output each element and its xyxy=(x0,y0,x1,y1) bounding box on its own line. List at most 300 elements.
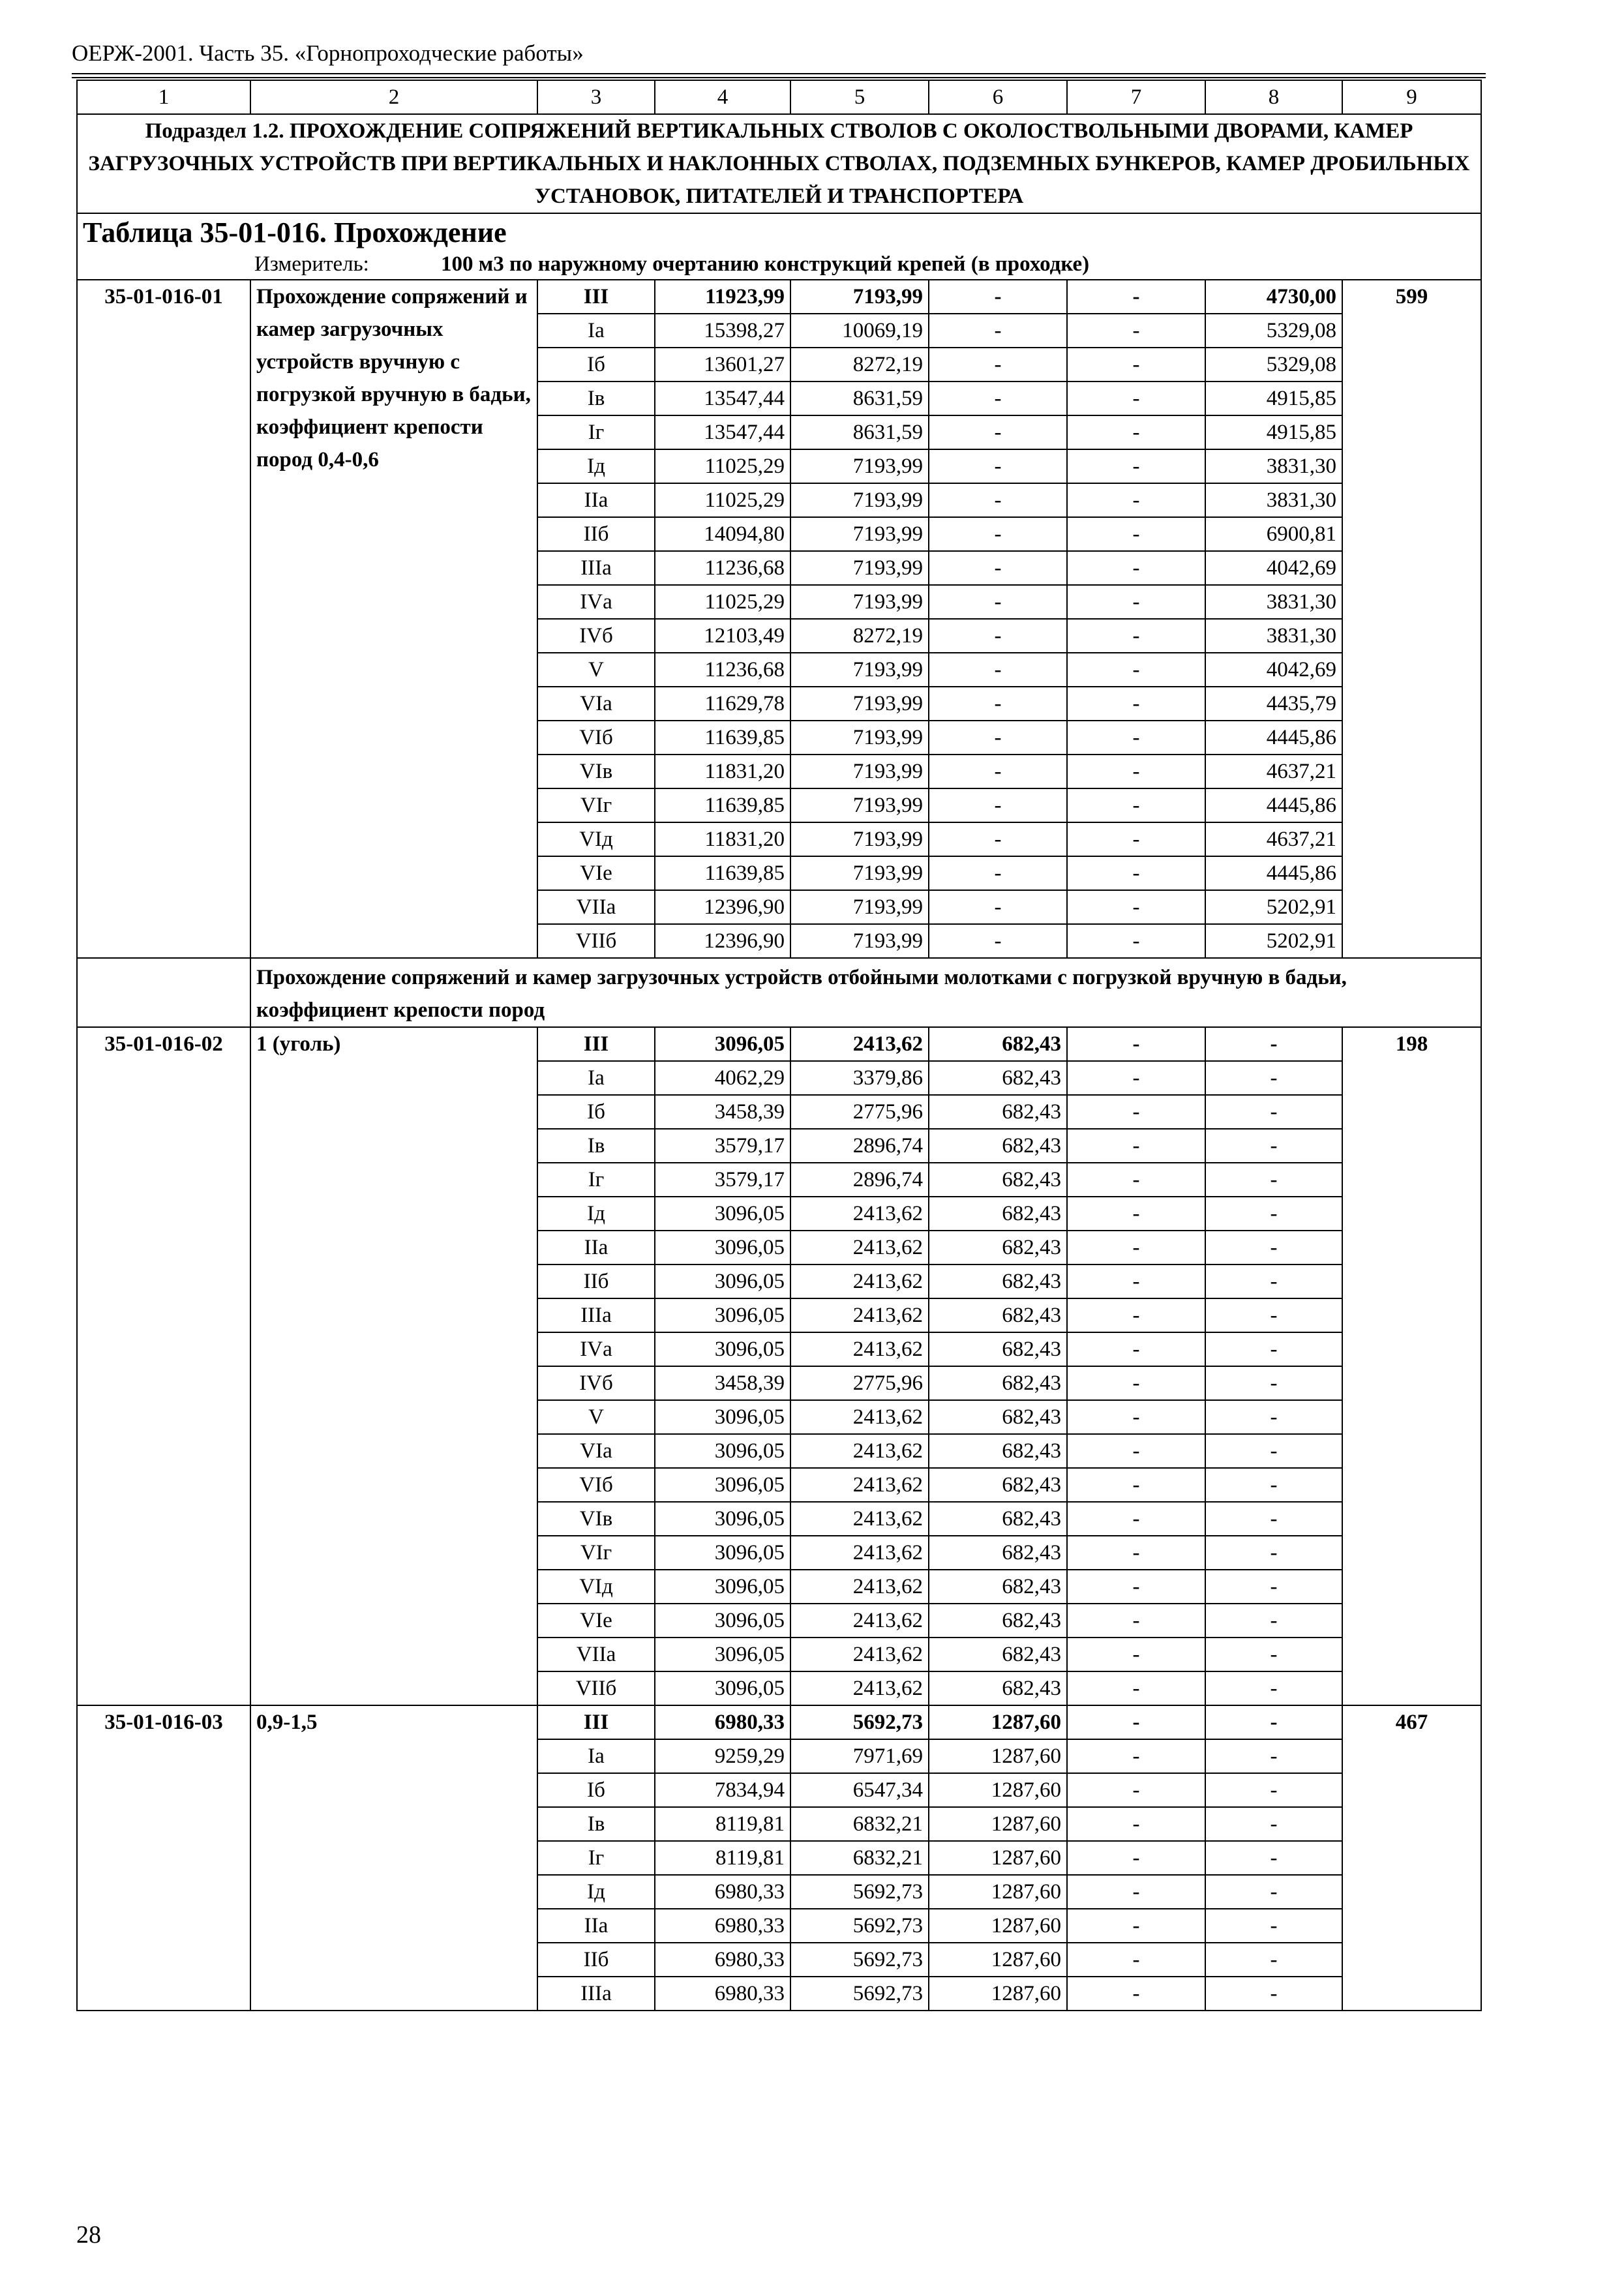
value-cell: - xyxy=(1067,1502,1205,1536)
material-code: 599 xyxy=(1342,280,1481,958)
value-cell: 682,43 xyxy=(929,1264,1067,1298)
zone-cell: VIе xyxy=(537,856,655,890)
zone-cell: IVа xyxy=(537,585,655,619)
value-cell: 1287,60 xyxy=(929,1705,1067,1739)
value-cell: - xyxy=(1205,1434,1342,1468)
value-cell: 1287,60 xyxy=(929,1773,1067,1807)
value-cell: 7193,99 xyxy=(790,449,929,483)
value-cell: - xyxy=(1205,1807,1342,1841)
value-cell: - xyxy=(929,755,1067,788)
value-cell: - xyxy=(1067,1400,1205,1434)
value-cell: 5329,08 xyxy=(1205,348,1342,382)
unit-value: 100 м3 по наружному очертанию конструкций крепей (в проходке) xyxy=(441,252,1090,276)
value-cell: 4062,29 xyxy=(655,1061,790,1095)
zone-cell: IIа xyxy=(537,483,655,517)
value-cell: 682,43 xyxy=(929,1502,1067,1536)
value-cell: 3096,05 xyxy=(655,1264,790,1298)
zone-cell: Iг xyxy=(537,1163,655,1197)
value-cell: - xyxy=(1067,1671,1205,1705)
norm-code: 35-01-016-02 xyxy=(77,1027,250,1705)
value-cell: 6980,33 xyxy=(655,1909,790,1943)
value-cell: - xyxy=(1067,1366,1205,1400)
value-cell: - xyxy=(1067,483,1205,517)
column-number-row xyxy=(77,80,1481,114)
value-cell: - xyxy=(1067,1027,1205,1061)
value-cell: 7193,99 xyxy=(790,721,929,755)
value-cell: - xyxy=(929,314,1067,348)
value-cell: 11831,20 xyxy=(655,755,790,788)
value-cell: 3096,05 xyxy=(655,1298,790,1332)
value-cell: 12103,49 xyxy=(655,619,790,653)
unit-line xyxy=(80,252,1478,279)
value-cell: - xyxy=(1205,1875,1342,1909)
value-cell: 682,43 xyxy=(929,1400,1067,1434)
table-row xyxy=(77,280,1481,314)
value-cell: 3096,05 xyxy=(655,1536,790,1570)
value-cell: 7193,99 xyxy=(790,585,929,619)
value-cell: 13547,44 xyxy=(655,415,790,449)
value-cell: - xyxy=(1067,788,1205,822)
column-number: 4 xyxy=(655,80,790,114)
value-cell: 7193,99 xyxy=(790,551,929,585)
value-cell: 11025,29 xyxy=(655,449,790,483)
value-cell: 1287,60 xyxy=(929,1943,1067,1977)
column-number: 5 xyxy=(790,80,929,114)
value-cell: - xyxy=(929,449,1067,483)
value-cell: 10069,19 xyxy=(790,314,929,348)
value-cell: 11025,29 xyxy=(655,585,790,619)
value-cell: - xyxy=(1067,280,1205,314)
value-cell: - xyxy=(1205,1231,1342,1264)
value-cell: - xyxy=(929,653,1067,687)
zone-cell: VIв xyxy=(537,1502,655,1536)
value-cell: 7193,99 xyxy=(790,822,929,856)
value-cell: - xyxy=(1067,924,1205,958)
zone-cell: Iд xyxy=(537,449,655,483)
zone-cell: Iв xyxy=(537,1129,655,1163)
value-cell: - xyxy=(1205,1536,1342,1570)
value-cell: - xyxy=(1205,1061,1342,1095)
value-cell: 4915,85 xyxy=(1205,382,1342,415)
value-cell: 3458,39 xyxy=(655,1366,790,1400)
value-cell: 6980,33 xyxy=(655,1943,790,1977)
value-cell: 8272,19 xyxy=(790,348,929,382)
zone-cell: Iг xyxy=(537,415,655,449)
value-cell: - xyxy=(1067,822,1205,856)
value-cell: - xyxy=(1067,1163,1205,1197)
value-cell: - xyxy=(1205,1739,1342,1773)
zone-cell: III xyxy=(537,280,655,314)
value-cell: 3379,86 xyxy=(790,1061,929,1095)
value-cell: - xyxy=(929,585,1067,619)
value-cell: 3831,30 xyxy=(1205,619,1342,653)
value-cell: - xyxy=(929,890,1067,924)
value-cell: - xyxy=(929,483,1067,517)
value-cell: - xyxy=(1067,1638,1205,1671)
value-cell: - xyxy=(1067,551,1205,585)
zone-cell: IVб xyxy=(537,619,655,653)
value-cell: 3096,05 xyxy=(655,1502,790,1536)
value-cell: - xyxy=(1205,1705,1342,1739)
value-cell: 2413,62 xyxy=(790,1197,929,1231)
value-cell: 7834,94 xyxy=(655,1773,790,1807)
value-cell: - xyxy=(1067,1909,1205,1943)
value-cell: - xyxy=(1067,1231,1205,1264)
subheading: Прохождение сопряжений и камер загрузочных устройств отбойными молотками с погрузкой вручную в бадьи, коэффициент крепости пород xyxy=(250,958,1481,1027)
page-number: 28 xyxy=(76,2221,101,2249)
value-cell: 1287,60 xyxy=(929,1909,1067,1943)
value-cell: 682,43 xyxy=(929,1163,1067,1197)
zone-cell: VIа xyxy=(537,687,655,721)
value-cell: 3831,30 xyxy=(1205,449,1342,483)
zone-cell: IVа xyxy=(537,1332,655,1366)
value-cell: - xyxy=(1067,585,1205,619)
zone-cell: VIIб xyxy=(537,924,655,958)
value-cell: - xyxy=(1067,1129,1205,1163)
value-cell: 682,43 xyxy=(929,1027,1067,1061)
value-cell: - xyxy=(1067,1773,1205,1807)
value-cell: 6980,33 xyxy=(655,1705,790,1739)
zone-cell: VIв xyxy=(537,755,655,788)
value-cell: 11639,85 xyxy=(655,788,790,822)
value-cell: 5329,08 xyxy=(1205,314,1342,348)
value-cell: 11923,99 xyxy=(655,280,790,314)
value-cell: 6832,21 xyxy=(790,1841,929,1875)
value-cell: - xyxy=(1067,1264,1205,1298)
section-title: Подраздел 1.2. ПРОХОЖДЕНИЕ СОПРЯЖЕНИЙ ВЕРТИКАЛЬНЫХ СТВОЛОВ С ОКОЛОСТВОЛЬНЫМИ ДВОРАМИ, КАМЕР ЗАГРУЗОЧНЫХ УСТРОЙСТВ ПРИ ВЕРТИКАЛЬНЫХ И НАКЛОННЫХ СТВОЛАХ, ПОДЗЕМНЫХ БУНКЕРОВ, КАМЕР ДРОБИЛЬНЫХ УСТАНОВОК, ПИТАТЕЛЕЙ И ТРАНСПОРТЕРА xyxy=(77,114,1481,213)
value-cell: - xyxy=(1067,1604,1205,1638)
zone-cell: IIб xyxy=(537,1943,655,1977)
value-cell: 682,43 xyxy=(929,1298,1067,1332)
zone-cell: VIд xyxy=(537,1570,655,1604)
value-cell: 682,43 xyxy=(929,1197,1067,1231)
subheading-row xyxy=(77,958,1481,1027)
zone-cell: Iд xyxy=(537,1197,655,1231)
zone-cell: IIIа xyxy=(537,1298,655,1332)
value-cell: 4435,79 xyxy=(1205,687,1342,721)
value-cell: 7971,69 xyxy=(790,1739,929,1773)
material-code: 198 xyxy=(1342,1027,1481,1705)
value-cell: 7193,99 xyxy=(790,755,929,788)
value-cell: 682,43 xyxy=(929,1434,1067,1468)
value-cell: - xyxy=(1205,1468,1342,1502)
header-rule-top xyxy=(72,73,1486,74)
value-cell: 6900,81 xyxy=(1205,517,1342,551)
header-rule-bottom xyxy=(72,77,1486,78)
value-cell: 7193,99 xyxy=(790,483,929,517)
value-cell: 5692,73 xyxy=(790,1909,929,1943)
value-cell: - xyxy=(1205,1332,1342,1366)
zone-cell: Iа xyxy=(537,314,655,348)
norm-description: 1 (уголь) xyxy=(250,1027,537,1705)
column-number: 2 xyxy=(250,80,537,114)
table-title: Таблица 35-01-016. Прохождение xyxy=(83,217,507,248)
value-cell: 14094,80 xyxy=(655,517,790,551)
value-cell: - xyxy=(1067,314,1205,348)
value-cell: 682,43 xyxy=(929,1332,1067,1366)
value-cell: 4637,21 xyxy=(1205,822,1342,856)
value-cell: 7193,99 xyxy=(790,653,929,687)
value-cell: - xyxy=(929,382,1067,415)
value-cell: 4445,86 xyxy=(1205,856,1342,890)
value-cell: 2413,62 xyxy=(790,1502,929,1536)
value-cell: 3579,17 xyxy=(655,1129,790,1163)
value-cell: 5692,73 xyxy=(790,1943,929,1977)
value-cell: 2413,62 xyxy=(790,1231,929,1264)
value-cell: 2413,62 xyxy=(790,1298,929,1332)
value-cell: 2896,74 xyxy=(790,1129,929,1163)
value-cell: - xyxy=(1067,1536,1205,1570)
table-title-row xyxy=(77,213,1481,280)
zone-cell: IIб xyxy=(537,1264,655,1298)
zone-cell: V xyxy=(537,1400,655,1434)
material-code: 467 xyxy=(1342,1705,1481,2011)
value-cell: 682,43 xyxy=(929,1671,1067,1705)
norm-code: 35-01-016-03 xyxy=(77,1705,250,2011)
value-cell: 682,43 xyxy=(929,1366,1067,1400)
value-cell: 11629,78 xyxy=(655,687,790,721)
value-cell: - xyxy=(1067,1977,1205,2011)
value-cell: 3096,05 xyxy=(655,1027,790,1061)
value-cell: 8631,59 xyxy=(790,382,929,415)
zone-cell: Iа xyxy=(537,1739,655,1773)
value-cell: - xyxy=(1067,1434,1205,1468)
value-cell: - xyxy=(1205,1197,1342,1231)
value-cell: - xyxy=(1205,1773,1342,1807)
zone-cell: VIг xyxy=(537,788,655,822)
value-cell: - xyxy=(1067,856,1205,890)
zone-cell: VIе xyxy=(537,1604,655,1638)
value-cell: - xyxy=(1205,1163,1342,1197)
column-number: 3 xyxy=(537,80,655,114)
value-cell: - xyxy=(1205,1129,1342,1163)
zone-cell: Iг xyxy=(537,1841,655,1875)
value-cell: 7193,99 xyxy=(790,788,929,822)
value-cell: - xyxy=(929,721,1067,755)
column-number: 9 xyxy=(1342,80,1481,114)
value-cell: - xyxy=(1205,1841,1342,1875)
value-cell: - xyxy=(929,551,1067,585)
value-cell: 2413,62 xyxy=(790,1536,929,1570)
value-cell: - xyxy=(1067,1807,1205,1841)
value-cell: 7193,99 xyxy=(790,517,929,551)
zone-cell: III xyxy=(537,1027,655,1061)
value-cell: 2775,96 xyxy=(790,1095,929,1129)
value-cell: 4915,85 xyxy=(1205,415,1342,449)
value-cell: - xyxy=(1067,1705,1205,1739)
table-row xyxy=(77,1027,1481,1061)
value-cell: 15398,27 xyxy=(655,314,790,348)
unit-label: Измеритель: xyxy=(254,252,369,276)
value-cell: - xyxy=(1067,1095,1205,1129)
value-cell: - xyxy=(1205,1264,1342,1298)
value-cell: 4042,69 xyxy=(1205,653,1342,687)
zone-cell: Iв xyxy=(537,382,655,415)
zone-cell: IIIа xyxy=(537,1977,655,2011)
value-cell: - xyxy=(1067,348,1205,382)
zone-cell: VIIа xyxy=(537,890,655,924)
zone-cell: Iб xyxy=(537,1773,655,1807)
value-cell: - xyxy=(1205,1027,1342,1061)
value-cell: 3096,05 xyxy=(655,1197,790,1231)
value-cell: 1287,60 xyxy=(929,1807,1067,1841)
value-cell: 682,43 xyxy=(929,1536,1067,1570)
value-cell: - xyxy=(1067,1468,1205,1502)
value-cell: 4042,69 xyxy=(1205,551,1342,585)
zone-cell: VIIб xyxy=(537,1671,655,1705)
value-cell: - xyxy=(929,788,1067,822)
table-row xyxy=(77,1705,1481,1739)
value-cell: - xyxy=(1205,1502,1342,1536)
value-cell: 6980,33 xyxy=(655,1977,790,2011)
value-cell: - xyxy=(1067,619,1205,653)
zone-cell: IIIа xyxy=(537,551,655,585)
value-cell: - xyxy=(1067,687,1205,721)
value-cell: - xyxy=(929,348,1067,382)
value-cell: 3579,17 xyxy=(655,1163,790,1197)
value-cell: 13601,27 xyxy=(655,348,790,382)
value-cell: 2413,62 xyxy=(790,1468,929,1502)
value-cell: 3096,05 xyxy=(655,1638,790,1671)
value-cell: 682,43 xyxy=(929,1231,1067,1264)
value-cell: 7193,99 xyxy=(790,856,929,890)
value-cell: 8631,59 xyxy=(790,415,929,449)
value-cell: - xyxy=(929,924,1067,958)
value-cell: 11236,68 xyxy=(655,551,790,585)
empty-cell xyxy=(77,958,250,1027)
value-cell: - xyxy=(1067,1061,1205,1095)
value-cell: 9259,29 xyxy=(655,1739,790,1773)
norm-description: 0,9-1,5 xyxy=(250,1705,537,2011)
value-cell: - xyxy=(1205,1909,1342,1943)
value-cell: 11639,85 xyxy=(655,721,790,755)
value-cell: 1287,60 xyxy=(929,1739,1067,1773)
value-cell: - xyxy=(1205,1298,1342,1332)
column-number: 6 xyxy=(929,80,1067,114)
value-cell: 3096,05 xyxy=(655,1231,790,1264)
value-cell: - xyxy=(929,619,1067,653)
column-number: 7 xyxy=(1067,80,1205,114)
zone-cell: Iв xyxy=(537,1807,655,1841)
norms-table xyxy=(76,80,1482,2011)
zone-cell: VIд xyxy=(537,822,655,856)
value-cell: 4730,00 xyxy=(1205,280,1342,314)
value-cell: - xyxy=(929,415,1067,449)
value-cell: 3096,05 xyxy=(655,1570,790,1604)
value-cell: - xyxy=(1067,1298,1205,1332)
norm-code: 35-01-016-01 xyxy=(77,280,250,958)
value-cell: 5692,73 xyxy=(790,1875,929,1909)
value-cell: - xyxy=(1067,755,1205,788)
column-number: 1 xyxy=(77,80,250,114)
value-cell: 682,43 xyxy=(929,1129,1067,1163)
zone-cell: VIб xyxy=(537,721,655,755)
value-cell: - xyxy=(1067,653,1205,687)
value-cell: - xyxy=(1205,1570,1342,1604)
zone-cell: Iд xyxy=(537,1875,655,1909)
value-cell: 7193,99 xyxy=(790,924,929,958)
value-cell: 2413,62 xyxy=(790,1671,929,1705)
zone-cell: IIб xyxy=(537,517,655,551)
value-cell: 682,43 xyxy=(929,1638,1067,1671)
value-cell: 2413,62 xyxy=(790,1027,929,1061)
zone-cell: Iа xyxy=(537,1061,655,1095)
norm-description: Прохождение сопряжений и камер загрузочных устройств вручную с погрузкой вручную в бадьи, коэффициент крепости пород 0,4-0,6 xyxy=(250,280,537,958)
value-cell: 2413,62 xyxy=(790,1638,929,1671)
value-cell: - xyxy=(1067,1943,1205,1977)
value-cell: - xyxy=(1205,1943,1342,1977)
value-cell: - xyxy=(1067,1197,1205,1231)
value-cell: - xyxy=(929,517,1067,551)
running-header: ОЕРЖ-2001. Часть 35. «Горнопроходческие работы» xyxy=(72,40,584,66)
value-cell: 8119,81 xyxy=(655,1807,790,1841)
value-cell: 3096,05 xyxy=(655,1400,790,1434)
value-cell: 11831,20 xyxy=(655,822,790,856)
value-cell: 5202,91 xyxy=(1205,890,1342,924)
value-cell: 3096,05 xyxy=(655,1468,790,1502)
zone-cell: VIа xyxy=(537,1434,655,1468)
value-cell: 8272,19 xyxy=(790,619,929,653)
value-cell: - xyxy=(1205,1604,1342,1638)
value-cell: 6832,21 xyxy=(790,1807,929,1841)
value-cell: - xyxy=(1067,382,1205,415)
value-cell: - xyxy=(1067,721,1205,755)
zone-cell: VIг xyxy=(537,1536,655,1570)
value-cell: 2413,62 xyxy=(790,1570,929,1604)
value-cell: 7193,99 xyxy=(790,687,929,721)
value-cell: 11025,29 xyxy=(655,483,790,517)
value-cell: - xyxy=(1067,890,1205,924)
zone-cell: Iб xyxy=(537,1095,655,1129)
value-cell: - xyxy=(1067,415,1205,449)
value-cell: 3096,05 xyxy=(655,1332,790,1366)
value-cell: 1287,60 xyxy=(929,1841,1067,1875)
value-cell: 682,43 xyxy=(929,1604,1067,1638)
value-cell: 3831,30 xyxy=(1205,483,1342,517)
value-cell: - xyxy=(1067,517,1205,551)
zone-cell: IVб xyxy=(537,1366,655,1400)
value-cell: 2775,96 xyxy=(790,1366,929,1400)
zone-cell: VIб xyxy=(537,1468,655,1502)
zone-cell: IIа xyxy=(537,1909,655,1943)
value-cell: 1287,60 xyxy=(929,1977,1067,2011)
value-cell: 12396,90 xyxy=(655,890,790,924)
value-cell: 2413,62 xyxy=(790,1264,929,1298)
column-number: 8 xyxy=(1205,80,1342,114)
value-cell: - xyxy=(1205,1095,1342,1129)
value-cell: 3458,39 xyxy=(655,1095,790,1129)
value-cell: 7193,99 xyxy=(790,280,929,314)
zone-cell: VIIа xyxy=(537,1638,655,1671)
value-cell: 8119,81 xyxy=(655,1841,790,1875)
value-cell: - xyxy=(1067,449,1205,483)
value-cell: 3096,05 xyxy=(655,1604,790,1638)
value-cell: 6547,34 xyxy=(790,1773,929,1807)
value-cell: 2413,62 xyxy=(790,1604,929,1638)
value-cell: 4445,86 xyxy=(1205,721,1342,755)
value-cell: - xyxy=(929,280,1067,314)
value-cell: - xyxy=(1067,1841,1205,1875)
value-cell: 682,43 xyxy=(929,1095,1067,1129)
value-cell: 7193,99 xyxy=(790,890,929,924)
zone-cell: V xyxy=(537,653,655,687)
value-cell: - xyxy=(1205,1977,1342,2011)
value-cell: - xyxy=(1067,1570,1205,1604)
value-cell: - xyxy=(1067,1332,1205,1366)
value-cell: 2413,62 xyxy=(790,1434,929,1468)
zone-cell: III xyxy=(537,1705,655,1739)
value-cell: 1287,60 xyxy=(929,1875,1067,1909)
